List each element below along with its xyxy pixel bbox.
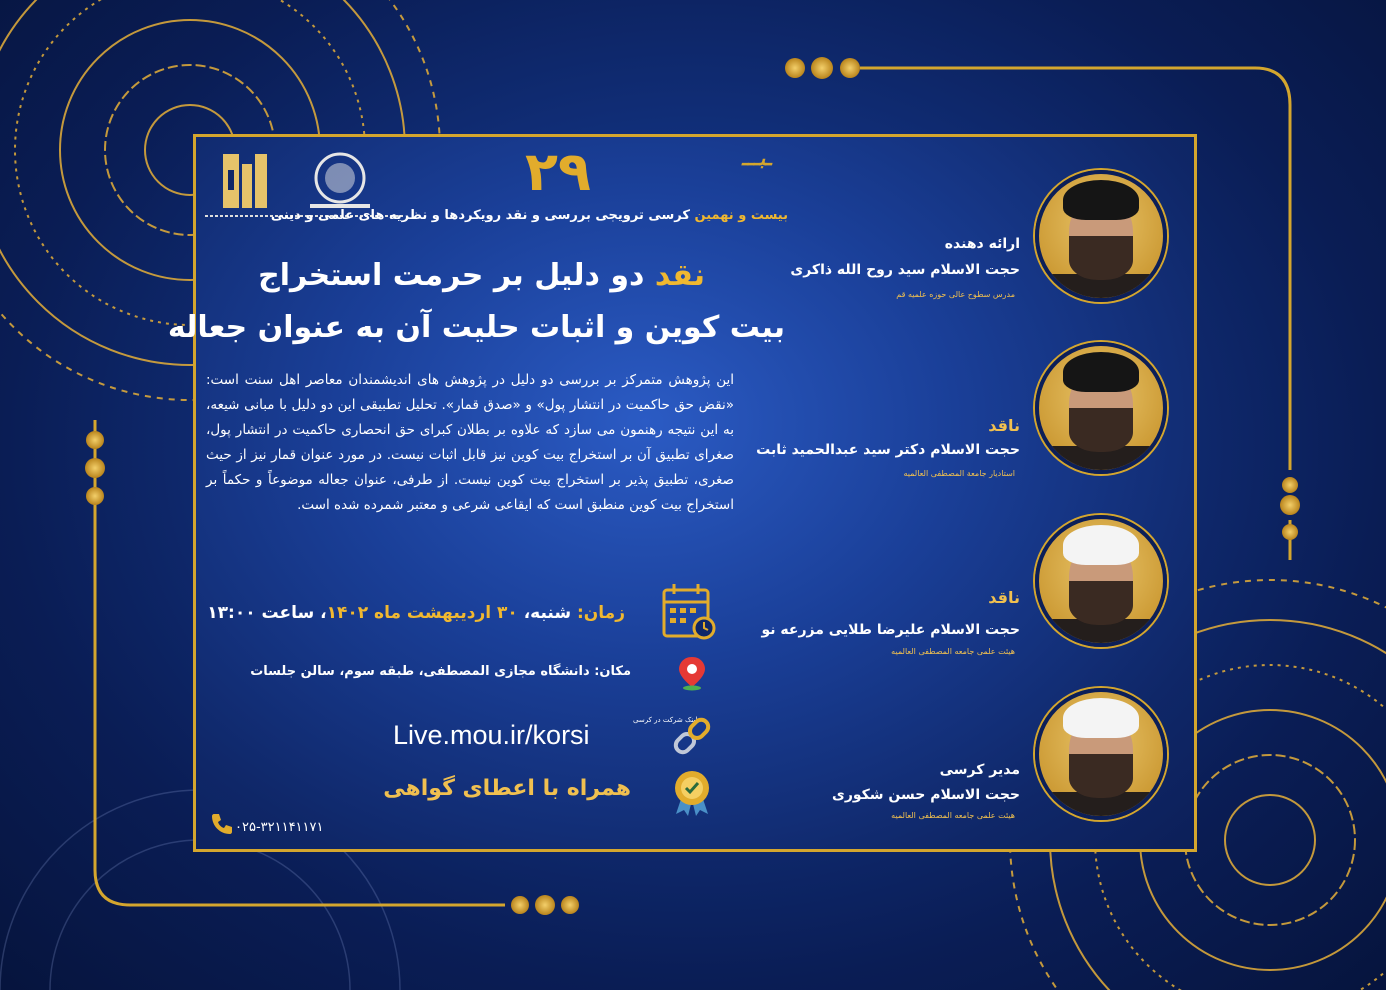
live-link[interactable]: Live.mou.ir/korsi: [393, 720, 590, 750]
time-day: شنبه،: [523, 603, 572, 623]
speaker-role: ناقد: [988, 416, 1020, 435]
speaker-affiliation: هیئت علمی جامعه المصطفی العالمیه: [891, 647, 1015, 656]
abjad-ornament: ـبـــ: [742, 146, 772, 170]
series-ordinal: بیست و نهمین: [694, 208, 788, 223]
speaker-affiliation: استادیار جامعة المصطفی العالمیه: [903, 469, 1015, 478]
speaker-name: حجت الاسلام دکتر سید عبدالحمید ثابت: [756, 442, 1020, 458]
series-line: [270, 208, 788, 223]
time-date: ۳۰ اردیبهشت ماه ۱۴۰۲: [326, 603, 518, 623]
title-line-1-rest: دو دلیل بر حرمت استخراج: [258, 258, 645, 293]
title-line-2: بیت کوین و اثبات حلیت آن به عنوان جعاله: [167, 310, 785, 345]
title-line-1: [258, 258, 705, 293]
seminary-emblem-logo: [310, 150, 370, 212]
certificate-note: همراه با اعطای گواهی: [383, 776, 631, 801]
speaker-role: مدیر کرسی: [939, 762, 1020, 778]
location-pin-icon: [677, 655, 707, 695]
event-place: مکان: دانشگاه مجازی المصطفی، طبقه سوم، سالن جلسات: [250, 664, 631, 679]
title-highlight: نقد: [654, 258, 705, 293]
certificate-badge-icon: [670, 768, 714, 820]
speaker-name: حجت الاسلام حسن شکوری: [831, 787, 1020, 803]
phone-number: ۰۲۵-۳۲۱۱۴۱۱۷۱: [235, 820, 324, 835]
university-logo: [220, 150, 270, 212]
time-hour: ، ساعت ۱۳:۰۰: [207, 603, 327, 623]
turban: [1063, 352, 1139, 392]
speaker-name: حجت الاسلام علیرضا طلایی مزرعه نو: [761, 622, 1020, 638]
speaker-role: ارائه دهنده: [944, 236, 1020, 252]
speaker-role: ناقد: [988, 588, 1020, 607]
calendar-icon: [660, 582, 718, 646]
chain-link-icon: [668, 712, 716, 764]
series-description: کرسی ترویجی بررسی و نقد رویکردها و نظریه های علمی و دینی: [270, 208, 690, 223]
link-label: لینک شرکت در کرسی: [633, 716, 698, 724]
speaker-photo: [1035, 515, 1167, 647]
speaker-affiliation: مدرس سطوح عالی حوزه علمیه قم: [896, 290, 1015, 299]
turban: [1063, 180, 1139, 220]
phone-icon: [208, 810, 234, 840]
turban: [1063, 525, 1139, 565]
speaker-affiliation: هیئت علمی جامعه المصطفی العالمیه: [891, 811, 1015, 820]
abstract-text: این پژوهش متمرکز بر بررسی دو دلیل در پژوهش های اندیشمندان معاصر اهل سنت است: «نقض حق حاکمیت در انتشار پول» و «صدق قمار». تحلیل تطبیقی این دو دلیل با مبانی شیعه، به این نتیجه رهنمون می سازد که علاوه بر بطلان کبرای حق انحصاری حاکمیت در انتشار پول، صغرای تطبیق آن بر استخراج بیت کوین نیز قابل اثبات نیست. در مورد عنوان قمار نیز از حیث صغری، تطبیق پذیر بر استخراج بیت کوین نیست. از طرفی، عنوان جعاله موضوعاً و حکماً بر استخراج بیت کوین منطبق است که ایقاعی شرعی و معتبر شمرده شده است.: [206, 372, 734, 513]
speaker-photo: [1035, 170, 1167, 302]
speaker-name: حجت الاسلام سید روح الله ذاکری: [790, 262, 1020, 278]
time-label: زمان:: [576, 603, 625, 623]
speaker-photo: [1035, 342, 1167, 474]
speaker-photo: [1035, 688, 1167, 820]
event-time: [207, 603, 625, 623]
turban: [1063, 698, 1139, 738]
series-number: ۲۹: [525, 140, 591, 203]
